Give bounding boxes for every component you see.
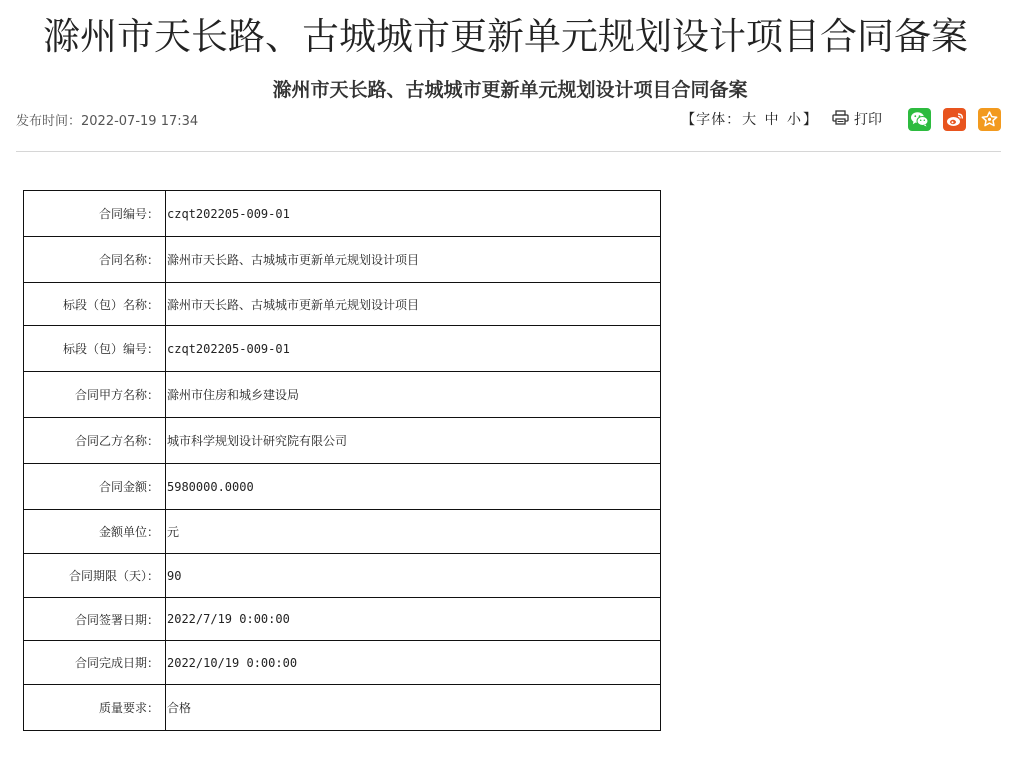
table-row	[24, 237, 661, 283]
table-row	[24, 464, 661, 510]
publish-label: 发布时间：	[16, 114, 82, 129]
field-value: 5980000.0000	[166, 464, 661, 510]
field-value: 城市科学规划设计研究院有限公司	[166, 418, 661, 464]
field-label: 标段（包）编号：	[24, 326, 166, 372]
table-row	[24, 641, 661, 685]
table-row	[24, 191, 661, 237]
field-label: 合同金额：	[24, 464, 166, 510]
publish-time-value: 2022-07-19 17:34	[81, 114, 199, 129]
field-label: 质量要求：	[24, 685, 166, 731]
page-subtitle: 滁州市天长路、古城城市更新单元规划设计项目合同备案	[272, 79, 748, 101]
field-label: 合同完成日期：	[24, 641, 166, 685]
field-value: 合格	[166, 685, 661, 731]
field-value: 滁州市天长路、古城城市更新单元规划设计项目	[166, 237, 661, 283]
field-label: 标段（包）名称：	[24, 283, 166, 326]
print-label: 打印	[854, 112, 882, 128]
font-size-small[interactable]: 小	[787, 112, 802, 128]
field-value: czqt202205-009-01	[166, 326, 661, 372]
font-size-large[interactable]: 大	[742, 112, 758, 128]
contract-info-table	[23, 190, 661, 731]
field-value: 90	[166, 554, 661, 598]
table-row	[24, 510, 661, 554]
wechat-icon[interactable]	[908, 108, 931, 131]
table-row	[24, 418, 661, 464]
field-label: 合同甲方名称：	[24, 372, 166, 418]
table-row	[24, 283, 661, 326]
weibo-icon[interactable]	[943, 108, 966, 131]
printer-icon	[832, 110, 854, 129]
article-tools	[681, 108, 1001, 130]
table-row	[24, 598, 661, 641]
field-value: 滁州市住房和城乡建设局	[166, 372, 661, 418]
field-value: 2022/7/19 0:00:00	[166, 598, 661, 641]
field-label: 合同编号：	[24, 191, 166, 237]
table-row	[24, 326, 661, 372]
font-size-control	[681, 109, 818, 129]
field-label: 合同乙方名称：	[24, 418, 166, 464]
font-size-suffix: 】	[803, 112, 818, 128]
font-size-prefix: 【字体：	[681, 112, 742, 128]
field-label: 金额单位：	[24, 510, 166, 554]
table-row	[24, 372, 661, 418]
page-title: 滁州市天长路、古城城市更新单元规划设计项目合同备案	[43, 15, 968, 58]
field-value: 滁州市天长路、古城城市更新单元规划设计项目	[166, 283, 661, 326]
field-value: czqt202205-009-01	[166, 191, 661, 237]
print-button[interactable]	[832, 109, 882, 129]
field-label: 合同名称：	[24, 237, 166, 283]
font-size-medium[interactable]: 中	[764, 112, 780, 128]
field-value: 元	[166, 510, 661, 554]
field-label: 合同期限（天）：	[24, 554, 166, 598]
favorite-star-icon[interactable]	[978, 108, 1001, 131]
meta-row	[16, 108, 1001, 128]
field-value: 2022/10/19 0:00:00	[166, 641, 661, 685]
header-divider	[16, 151, 1001, 152]
table-row	[24, 685, 661, 731]
publish-time	[16, 110, 198, 129]
table-row	[24, 554, 661, 598]
field-label: 合同签署日期：	[24, 598, 166, 641]
